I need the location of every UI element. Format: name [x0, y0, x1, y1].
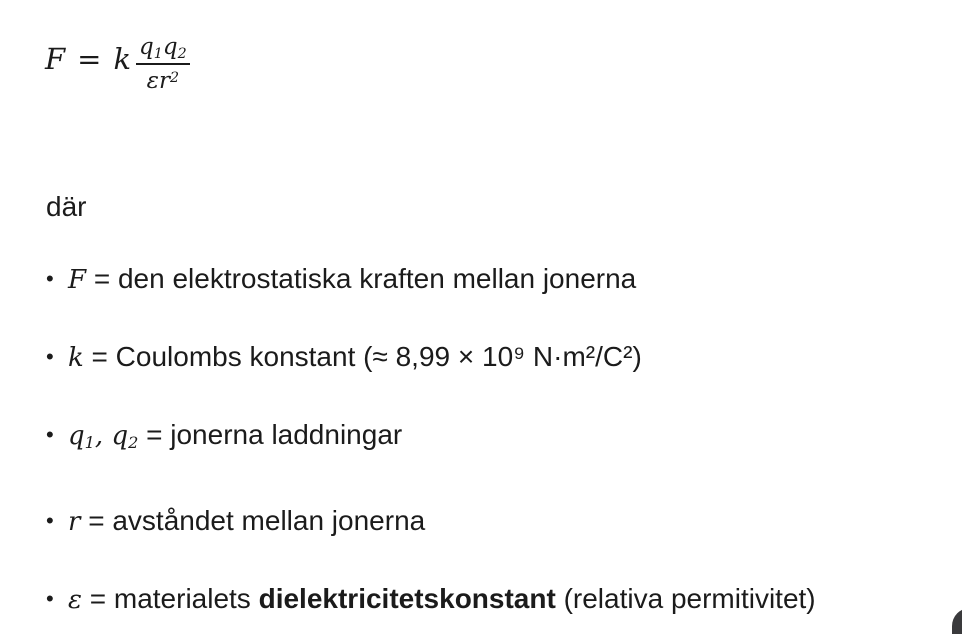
- definition-text: [90, 583, 816, 614]
- list-item-dielectric-constant: [46, 582, 946, 617]
- r-base: r: [158, 68, 170, 95]
- q2-subscript: 2: [128, 433, 139, 453]
- fraction-numerator: [136, 34, 190, 65]
- list-item-force: [46, 262, 946, 297]
- q2-base: q: [162, 34, 178, 60]
- formula-fraction: [136, 34, 190, 95]
- q2-subscript: 2: [177, 45, 187, 62]
- definition-text: = avståndet mellan jonerna: [88, 505, 426, 536]
- definition-text-after: (relativa permitivitet): [555, 583, 816, 614]
- q1-base: q: [68, 421, 85, 451]
- bullet-icon: •: [46, 422, 54, 447]
- definition-text: = jonerna laddningar: [146, 419, 403, 450]
- list-item-charges: [46, 418, 946, 456]
- formula-lhs: F: [45, 42, 66, 77]
- r-exponent: 2: [169, 70, 180, 87]
- definition-text: = Coulombs konstant (≈ 8,99 × 10⁹ N·m²/C²): [91, 341, 642, 372]
- symbol-k: k: [68, 343, 84, 373]
- bullet-icon: •: [46, 508, 54, 533]
- bottom-right-corner-widget[interactable]: [952, 608, 962, 634]
- q1-subscript: 1: [153, 45, 163, 62]
- q2-base: q: [111, 421, 129, 451]
- definition-text-bold: dielektricitetskonstant: [258, 583, 556, 614]
- list-item-coulomb-constant: [46, 340, 946, 375]
- formula-equals-sign: =: [77, 42, 102, 77]
- bullet-icon: •: [46, 344, 54, 369]
- symbol-r: r: [68, 507, 81, 537]
- symbol-q1-q2: [68, 421, 138, 451]
- bullet-icon: •: [46, 266, 54, 291]
- fraction-denominator: [147, 65, 179, 94]
- definition-text: = den elektrostatiska kraften mellan jonerna: [93, 263, 637, 294]
- where-label: där: [46, 191, 87, 222]
- definitions-list: [46, 262, 946, 617]
- symbol-F: F: [68, 265, 87, 295]
- symbol-separator: ,: [94, 421, 112, 451]
- q1-base: q: [139, 34, 154, 60]
- bullet-icon: •: [46, 586, 54, 611]
- epsilon-symbol: ε: [146, 68, 159, 95]
- q1-subscript: 1: [84, 433, 95, 453]
- symbol-epsilon: ε: [68, 585, 82, 615]
- list-item-distance: [46, 504, 946, 539]
- formula-coefficient: k: [113, 42, 132, 77]
- definition-text-before: = materialets: [89, 583, 259, 614]
- coulomb-law-formula: [45, 34, 190, 95]
